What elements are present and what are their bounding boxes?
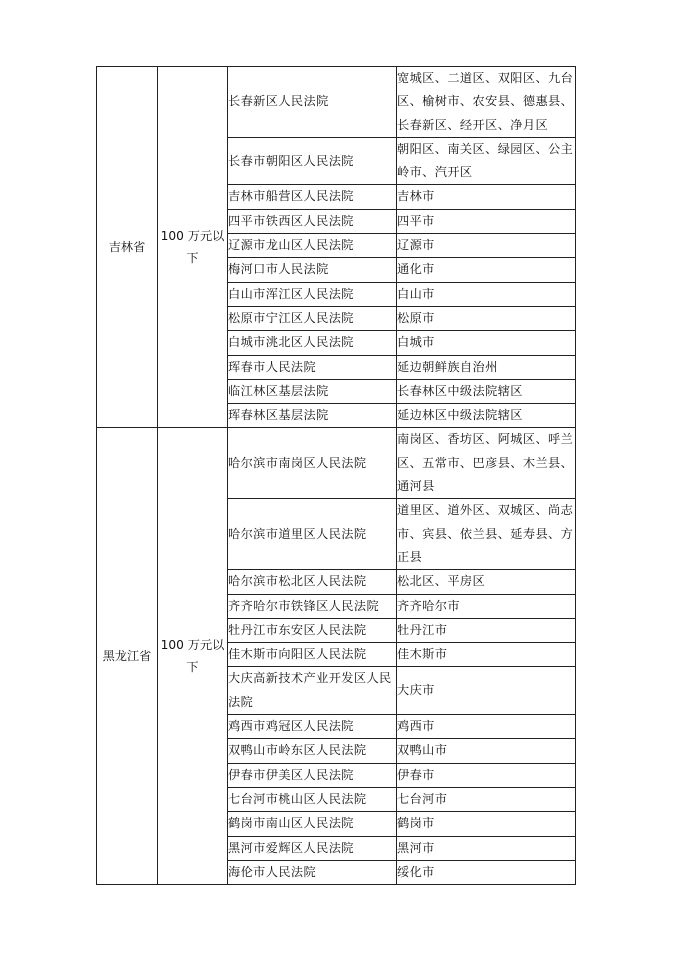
province-cell: 黑龙江省 [97, 428, 158, 885]
court-name-cell: 佳木斯市向阳区人民法院 [228, 643, 397, 667]
court-name-cell: 辽源市龙山区人民法院 [228, 234, 397, 258]
jurisdiction-area-cell: 松北区、平房区 [397, 570, 576, 594]
court-name-cell: 梅河口市人民法院 [228, 258, 397, 282]
court-name-cell: 长春新区人民法院 [228, 67, 397, 138]
jurisdiction-area-cell: 道里区、道外区、双城区、尚志市、宾县、依兰县、延寿县、方正县 [397, 499, 576, 570]
jurisdiction-area-cell: 松原市 [397, 306, 576, 330]
jurisdiction-area-cell: 通化市 [397, 258, 576, 282]
court-name-cell: 哈尔滨市道里区人民法院 [228, 499, 397, 570]
table-row [97, 428, 576, 499]
court-name-cell: 大庆高新技术产业开发区人民法院 [228, 667, 397, 715]
jurisdiction-area-cell: 双鸭山市 [397, 739, 576, 763]
amount-cell: 100 万元以下 [158, 428, 228, 885]
court-name-cell: 哈尔滨市松北区人民法院 [228, 570, 397, 594]
jurisdiction-area-cell: 七台河市 [397, 787, 576, 811]
court-name-cell: 长春市朝阳区人民法院 [228, 137, 397, 185]
jurisdiction-area-cell: 绥化市 [397, 860, 576, 884]
jurisdiction-area-cell: 牡丹江市 [397, 618, 576, 642]
court-name-cell: 鸡西市鸡冠区人民法院 [228, 715, 397, 739]
jurisdiction-area-cell: 白山市 [397, 282, 576, 306]
court-name-cell: 齐齐哈尔市铁锋区人民法院 [228, 594, 397, 618]
court-name-cell: 伊春市伊美区人民法院 [228, 763, 397, 787]
jurisdiction-area-cell: 鹤岗市 [397, 812, 576, 836]
jurisdiction-area-cell: 延边林区中级法院辖区 [397, 404, 576, 428]
jurisdiction-area-cell: 佳木斯市 [397, 643, 576, 667]
jurisdiction-area-cell: 辽源市 [397, 234, 576, 258]
court-name-cell: 黑河市爱辉区人民法院 [228, 836, 397, 860]
table-body [97, 67, 576, 885]
table-row [97, 67, 576, 138]
court-name-cell: 鹤岗市南山区人民法院 [228, 812, 397, 836]
court-name-cell: 珲春市人民法院 [228, 355, 397, 379]
court-jurisdiction-table [96, 66, 576, 885]
province-cell: 吉林省 [97, 67, 158, 428]
court-name-cell: 四平市铁西区人民法院 [228, 209, 397, 233]
court-name-cell: 七台河市桃山区人民法院 [228, 787, 397, 811]
court-name-cell: 双鸭山市岭东区人民法院 [228, 739, 397, 763]
jurisdiction-area-cell: 黑河市 [397, 836, 576, 860]
jurisdiction-area-cell: 南岗区、香坊区、阿城区、呼兰区、五常市、巴彦县、木兰县、通河县 [397, 428, 576, 499]
court-name-cell: 松原市宁江区人民法院 [228, 306, 397, 330]
jurisdiction-area-cell: 朝阳区、南关区、绿园区、公主岭市、汽开区 [397, 137, 576, 185]
jurisdiction-area-cell: 吉林市 [397, 185, 576, 209]
court-name-cell: 白山市浑江区人民法院 [228, 282, 397, 306]
court-name-cell: 临江林区基层法院 [228, 379, 397, 403]
jurisdiction-area-cell: 鸡西市 [397, 715, 576, 739]
court-name-cell: 海伦市人民法院 [228, 860, 397, 884]
jurisdiction-area-cell: 大庆市 [397, 667, 576, 715]
court-name-cell: 珲春林区基层法院 [228, 404, 397, 428]
court-name-cell: 哈尔滨市南岗区人民法院 [228, 428, 397, 499]
jurisdiction-area-cell: 齐齐哈尔市 [397, 594, 576, 618]
court-name-cell: 白城市洮北区人民法院 [228, 331, 397, 355]
court-name-cell: 牡丹江市东安区人民法院 [228, 618, 397, 642]
jurisdiction-area-cell: 伊春市 [397, 763, 576, 787]
jurisdiction-area-cell: 白城市 [397, 331, 576, 355]
jurisdiction-area-cell: 延边朝鲜族自治州 [397, 355, 576, 379]
court-name-cell: 吉林市船营区人民法院 [228, 185, 397, 209]
jurisdiction-area-cell: 四平市 [397, 209, 576, 233]
jurisdiction-area-cell: 长春林区中级法院辖区 [397, 379, 576, 403]
amount-cell: 100 万元以下 [158, 67, 228, 428]
jurisdiction-area-cell: 宽城区、二道区、双阳区、九台区、榆树市、农安县、德惠县、长春新区、经开区、净月区 [397, 67, 576, 138]
